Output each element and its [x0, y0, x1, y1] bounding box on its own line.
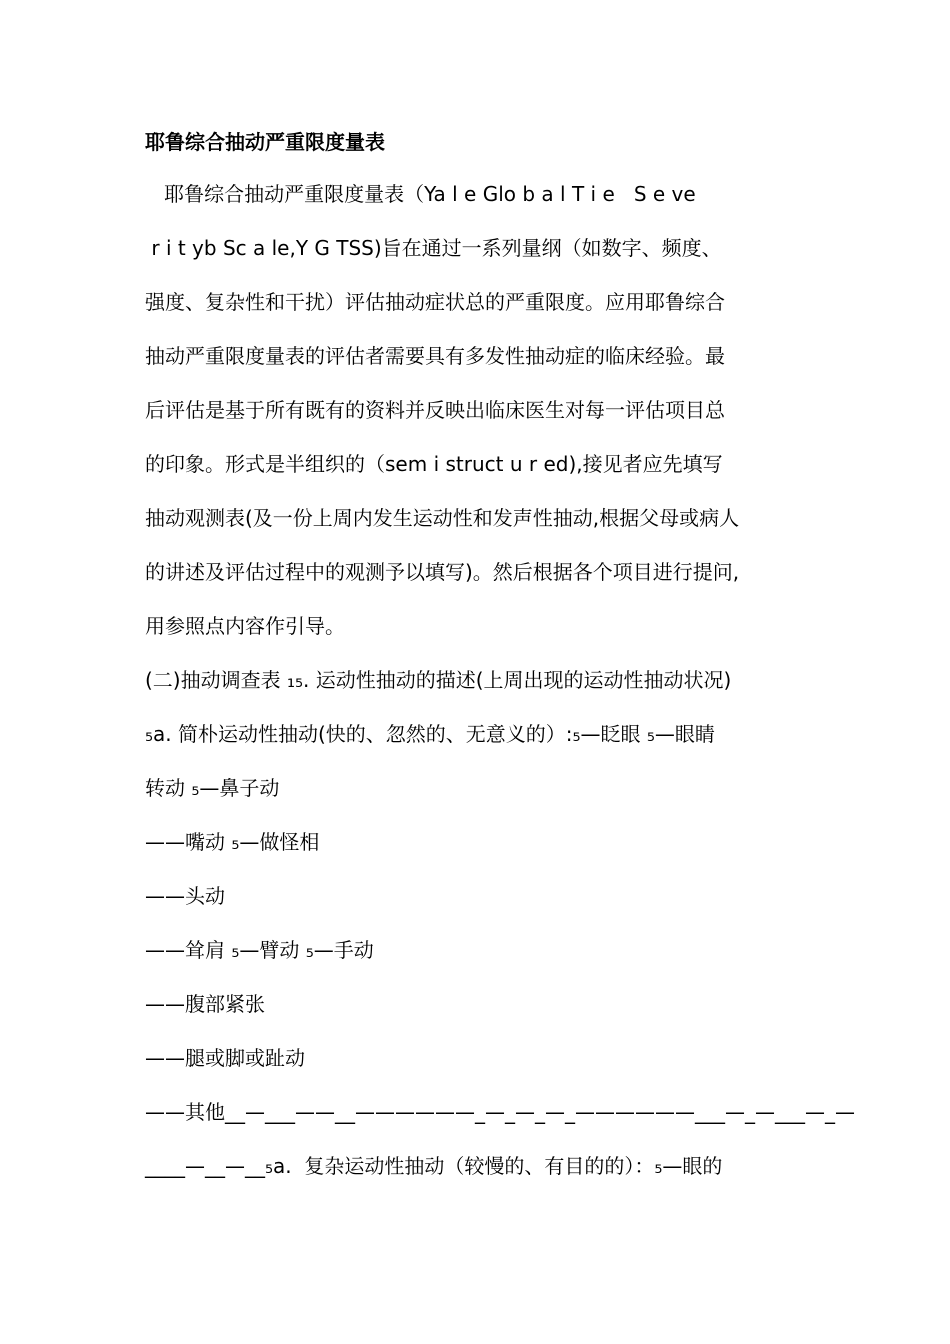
- paragraph-line-5: 后评估是基于所有既有的资料并反映出临床医生对每一评估项目总: [145, 398, 725, 422]
- list-line-head: ——头动: [145, 884, 225, 908]
- paragraph-line-4: 抽动严重限度量表的评估者需要具有多发性抽动症的临床经验。最: [145, 344, 725, 368]
- list-line-mouth-face: ——嘴动 ₅—做怪相: [145, 830, 320, 854]
- list-line-complex-motor-tics: ____—__—__₅a. 复杂运动性抽动（较慢的、有目的的）：₅—眼的: [145, 1154, 723, 1178]
- paragraph-line-9: 用参照点内容作引导。: [145, 614, 345, 638]
- paragraph-line-3: 强度、复杂性和干扰）评估抽动症状总的严重限度。应用耶鲁综合: [145, 290, 725, 314]
- list-line-simple-motor-tics: ₅a. 简朴运动性抽动(快的、忽然的、无意义的）:₅—眨眼 ₅—眼睛: [145, 722, 715, 746]
- list-line-shoulder-arm-hand: ——耸肩 ₅—臂动 ₅—手动: [145, 938, 374, 962]
- paragraph-line-7: 抽动观测表(及一份上周内发生运动性和发声性抽动,根据父母或病人: [145, 506, 740, 530]
- list-line-leg-foot-toe: ——腿或脚或趾动: [145, 1046, 305, 1070]
- list-line-eye-nose: 转动 ₅—鼻子动: [145, 776, 280, 800]
- paragraph-line-8: 的讲述及评估过程中的观测予以填写)。然后根据各个项目进行提问,: [145, 560, 740, 584]
- paragraph-line-2: r i t yb Sc a le,Y G TSS)旨在通过一系列量纲（如数字、频度、: [145, 236, 722, 260]
- section-heading-tic-survey: (二)抽动调查表 ₁₅. 运动性抽动的描述(上周出现的运动性抽动状况): [145, 668, 732, 692]
- paragraph-line-1: 耶鲁综合抽动严重限度量表（Ya l e Glo b a l T i e S e ve: [145, 182, 696, 206]
- list-line-abdomen: ——腹部紧张: [145, 992, 265, 1016]
- paragraph-line-6: 的印象。形式是半组织的（sem i struct u r ed),接见者应先填写: [145, 452, 723, 476]
- list-line-other: ——其他__—___——__——————_—_—_—_——————___—_—___—_—: [145, 1100, 855, 1124]
- document-title: 耶鲁综合抽动严重限度量表: [145, 130, 385, 154]
